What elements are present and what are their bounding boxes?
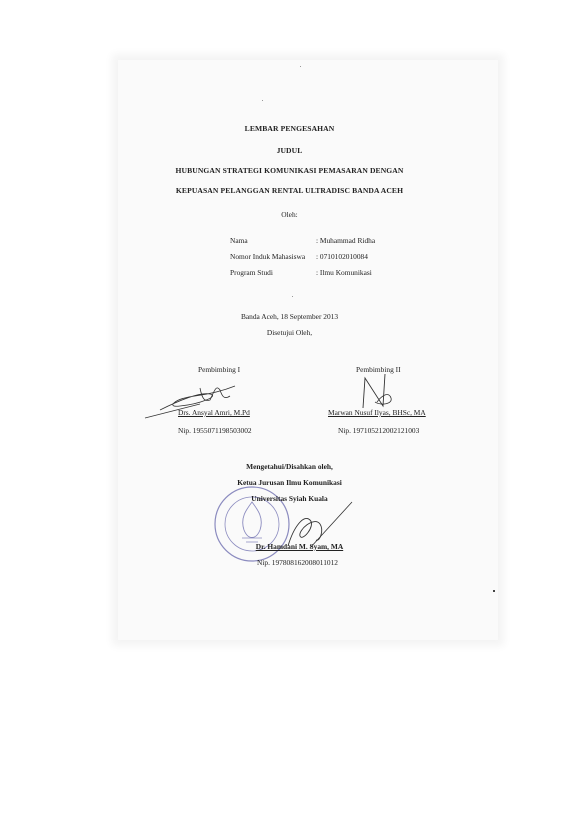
identity-value-prodi: : Ilmu Komunikasi xyxy=(316,268,372,277)
supervisor-1-nip: Nip. 1955071198503002 xyxy=(178,426,252,435)
title-line-1: HUBUNGAN STRATEGI KOMUNIKASI PEMASARAN DENGAN xyxy=(175,166,404,175)
hod-line-3: Universitas Syiah Kuala xyxy=(251,494,328,503)
oleh-label: Oleh: xyxy=(281,210,298,219)
supervisor-1-name: Drs. Ansyal Amri, M.Pd xyxy=(178,408,250,417)
identity-value-nim: : 0710102010084 xyxy=(316,252,368,261)
supervisor-1-role: Pembimbing I xyxy=(198,365,241,374)
document-heading: LEMBAR PENGESAHAN xyxy=(244,124,335,133)
supervisor-2-role: Pembimbing II xyxy=(356,365,401,374)
place-date: Banda Aceh, 18 September 2013 xyxy=(240,312,339,321)
title-line-2: KEPUASAN PELANGGAN RENTAL ULTRADISC BANDA ACEH xyxy=(175,186,404,195)
hod-line-1: Mengetahui/Disahkan oleh, xyxy=(246,462,333,471)
scan-speck xyxy=(300,66,301,67)
hod-nip: Nip. 197808162008011012 xyxy=(256,558,339,567)
scan-speck xyxy=(292,296,293,297)
identity-label-nim: Nomor Induk Mahasiswa xyxy=(230,252,306,261)
hod-line-2: Ketua Jurusan Ilmu Komunikasi xyxy=(237,478,342,487)
supervisor-2-nip: Nip. 197105212002121003 xyxy=(338,426,420,435)
scan-speck xyxy=(493,590,495,592)
scan-speck xyxy=(262,100,263,101)
identity-label-nama: Nama xyxy=(230,236,248,245)
hod-name: Dr. Hamdani M. Syam, MA xyxy=(255,542,344,551)
supervisor-2-signature xyxy=(355,368,405,413)
supervisor-2-name: Marwan Nusuf Ilyas, BHSc, MA xyxy=(328,408,426,417)
approved-by: Disetujui Oleh, xyxy=(266,328,313,337)
judul-label: JUDUL xyxy=(276,146,303,155)
identity-value-nama: : Muhammad Ridha xyxy=(316,236,376,245)
identity-label-prodi: Program Studi xyxy=(230,268,273,277)
